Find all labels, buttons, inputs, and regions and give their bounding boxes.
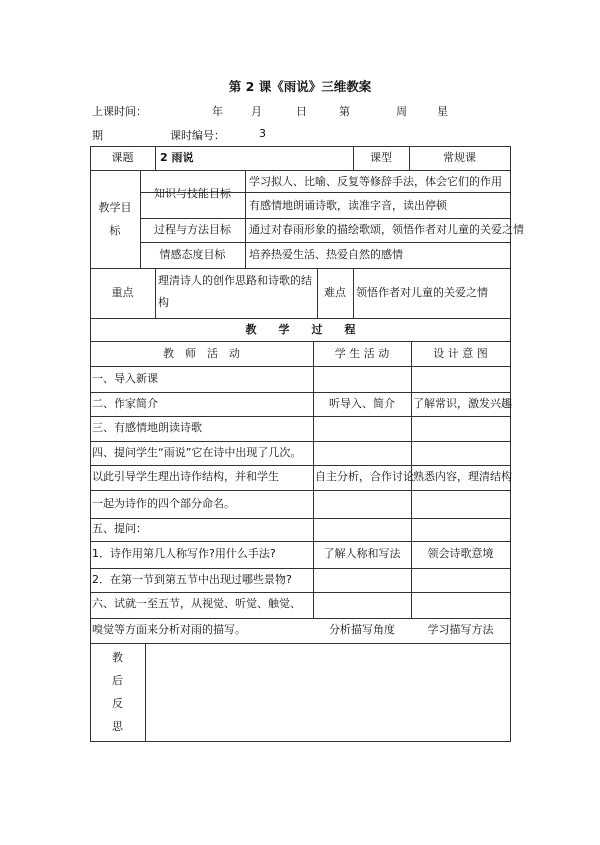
col-student-header: 学 生 活 动	[334, 347, 390, 360]
reflection-area[interactable]	[146, 644, 510, 741]
col-teacher-header: 教 师 活 动	[163, 347, 240, 360]
teacher-activity-8: 1．诗作用第几人称写作?用什么手法?	[92, 547, 276, 560]
reflection-label-2: 后	[112, 674, 123, 687]
period-label: 期	[92, 129, 103, 142]
page-title: 第 2 课《雨说》三维教案	[228, 79, 372, 94]
key-point-value-2: 构	[158, 296, 169, 309]
teacher-activity-9: 2．在第一节到第五节中出现过哪些景物?	[92, 573, 292, 586]
teacher-activity-7: 五、提问：	[92, 522, 147, 535]
col-design-header: 设 计 意 图	[433, 347, 488, 360]
teacher-activity-2: 二、作家简介	[92, 397, 158, 410]
lesson-code-label: 课时编号：	[170, 129, 225, 142]
reflection-label-1: 教	[112, 651, 123, 664]
week-no-label: 第	[339, 105, 350, 118]
lesson-type-label: 课型	[370, 151, 392, 164]
lesson-code-value: 3	[259, 127, 266, 140]
day-label: 日	[296, 105, 307, 118]
student-activity-2: 听导入、简介	[329, 397, 395, 410]
month-label: 月	[251, 105, 262, 118]
goals-label-line1: 教学目	[98, 201, 132, 214]
goal-process-label: 过程与方法目标	[154, 223, 231, 236]
reflection-label-4: 思	[112, 720, 123, 733]
goal-emotion-label: 情感态度目标	[159, 248, 226, 261]
class-time-label: 上课时间：	[92, 105, 147, 118]
lesson-type-value: 常规课	[443, 151, 476, 164]
goals-label-line2: 标	[109, 224, 121, 237]
teacher-activity-5: 以此引导学生理出诗作结构，并和学生	[92, 470, 279, 483]
weekday-label: 星	[437, 105, 448, 118]
difficult-point-value: 领悟作者对儿童的关爱之情	[356, 286, 488, 299]
design-intent-8: 领会诗歌意境	[427, 547, 494, 560]
goal-process-value: 通过对春雨形象的描绘歌颂，领悟作者对儿童的关爱之情	[249, 223, 524, 236]
student-activity-5: 自主分析，合作讨论	[315, 470, 414, 483]
teacher-activity-3: 三、有感情地朗读诗歌	[92, 421, 202, 434]
design-intent-2: 了解常识，激发兴趣	[413, 397, 512, 410]
difficult-point-label: 难点	[324, 286, 346, 299]
teacher-activity-4: 四、提问学生“雨说”它在诗中出现了几次。	[92, 446, 302, 459]
goal-knowledge-value-2: 有感情地朗诵诗歌，读准字音，读出停顿	[249, 199, 447, 212]
student-activity-11: 分析描写角度	[329, 623, 395, 636]
reflection-label-3: 反	[112, 697, 123, 710]
goal-knowledge-label: 知识与技能目标	[154, 187, 231, 200]
topic-value: 2 雨说	[160, 151, 194, 164]
week-label: 周	[396, 105, 407, 118]
design-intent-5: 熟悉内容，理清结构	[413, 470, 512, 483]
teacher-activity-11: 嗅觉等方面来分析对雨的描写。	[92, 623, 246, 636]
design-intent-11: 学习描写方法	[427, 623, 494, 636]
topic-label: 课题	[111, 151, 134, 164]
teacher-activity-10: 六、试就一至五节，从视觉、听觉、触觉、	[92, 597, 301, 610]
key-point-label: 重点	[111, 286, 134, 299]
year-label: 年	[212, 105, 223, 118]
teacher-activity-6: 一起为诗作的四个部分命名。	[92, 497, 235, 510]
goal-knowledge-value-1: 学习拟人、比喻、反复等修辞手法，体会它们的作用	[249, 175, 502, 188]
key-point-value-1: 理清诗人的创作思路和诗歌的结	[158, 274, 312, 287]
goal-emotion-value: 培养热爱生活、热爱自然的感情	[249, 248, 403, 261]
process-title: 教 学 过 程	[245, 323, 356, 336]
teacher-activity-1: 一、导入新课	[92, 372, 158, 385]
student-activity-8: 了解人称和写法	[323, 547, 401, 560]
